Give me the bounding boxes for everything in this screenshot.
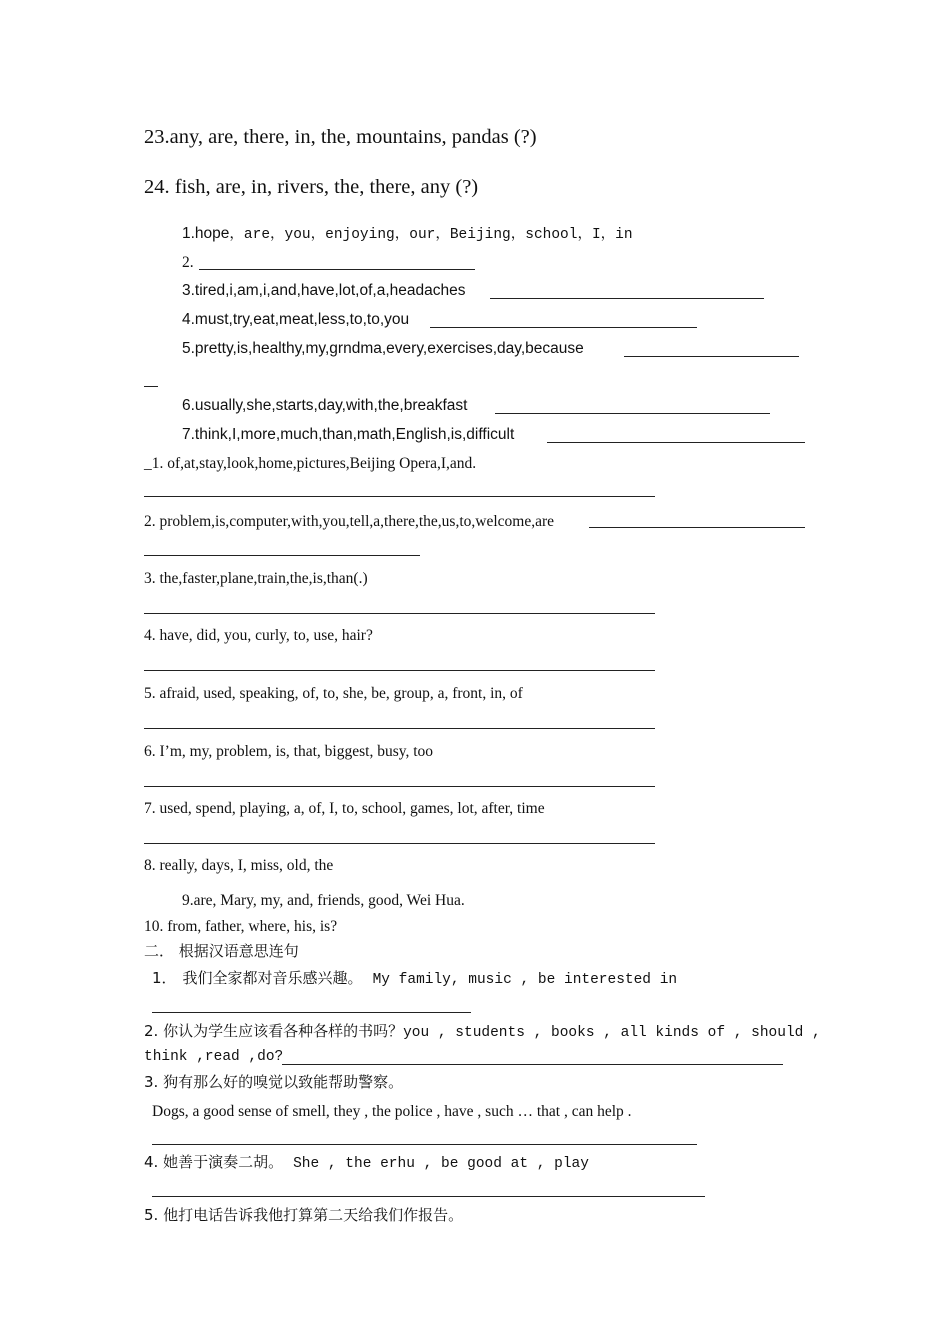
- sentence-7: 7.think,I,more,much,than,math,English,is,difficult: [182, 426, 515, 443]
- translate-4-words: She , the erhu , be good at , play: [293, 1156, 589, 1172]
- answer-line[interactable]: [144, 843, 655, 844]
- item-9: 9.are, Mary, my, and, friends, good, Wei Hua.: [182, 892, 465, 909]
- sentence-2: 2.: [182, 254, 194, 271]
- section-heading: 二． 根据汉语意思连句: [144, 942, 299, 960]
- answer-line[interactable]: [199, 269, 475, 270]
- answer-line[interactable]: [152, 1144, 697, 1145]
- answer-line[interactable]: [152, 1196, 705, 1197]
- sentence-3: 3.tired,i,am,i,and,have,lot,of,a,headaches: [182, 282, 466, 299]
- translate-1: [152, 971, 677, 988]
- item-3: 3. the,faster,plane,train,the,is,than(.): [144, 570, 368, 587]
- translate-1-number: 1．: [152, 969, 177, 987]
- item-6: 6. I’m, my, problem, is, that, biggest, busy, too: [144, 743, 434, 760]
- answer-line[interactable]: [152, 1012, 471, 1013]
- translate-4: [144, 1155, 589, 1172]
- item-7: 7. used, spend, playing, a, of, I, to, school, games, lot, after, time: [144, 800, 545, 817]
- item-4: 4. have, did, you, curly, to, use, hair?: [144, 627, 373, 644]
- answer-line[interactable]: [490, 298, 764, 299]
- answer-line[interactable]: [144, 786, 655, 787]
- translate-2-words-cont: think ,read ,do?: [144, 1049, 284, 1065]
- answer-line[interactable]: [144, 728, 655, 729]
- sentence-4: 4.must,try,eat,meat,less,to,to,you: [182, 311, 410, 328]
- sentence-1-words: ，are，you，enjoying，our，Beijing，school，I，in: [229, 227, 633, 243]
- sentence-1-prefix: 1.hope: [182, 225, 230, 242]
- sentence-6: 6.usually,she,starts,day,with,the,breakfast: [182, 397, 468, 414]
- answer-line[interactable]: [144, 555, 420, 556]
- sentence-5: 5.pretty,is,healthy,my,grndma,every,exercises,day,because: [182, 340, 584, 357]
- answer-line[interactable]: [589, 527, 805, 528]
- item-10: 10. from, father, where, his, is?: [144, 918, 338, 935]
- answer-line[interactable]: [282, 1064, 783, 1065]
- translate-1-chinese: 我们全家都对音乐感兴趣。: [182, 969, 363, 987]
- item-2: 2. problem,is,computer,with,you,tell,a,there,the,us,to,welcome,are: [144, 513, 555, 530]
- question-23: 23.any, are, there, in, the, mountains, pandas (?): [144, 126, 537, 148]
- answer-line[interactable]: [624, 356, 799, 357]
- answer-line[interactable]: [144, 386, 158, 387]
- item-8: 8. really, days, I, miss, old, the: [144, 857, 334, 874]
- translate-5-chinese: 5. 他打电话告诉我他打算第二天给我们作报告。: [144, 1206, 464, 1224]
- translate-2: [144, 1024, 821, 1041]
- translate-2-chinese: 2. 你认为学生应该看各种各样的书吗？: [144, 1022, 404, 1040]
- answer-line[interactable]: [144, 613, 655, 614]
- translate-2-words: you , students , books , all kinds of , should ,: [403, 1025, 821, 1041]
- translate-3-chinese: 3. 狗有那么好的嗅觉以致能帮助警察。: [144, 1073, 404, 1091]
- question-24: 24. fish, are, in, rivers, the, there, any (?): [144, 176, 479, 198]
- sentence-1: [182, 226, 633, 243]
- answer-line[interactable]: [430, 327, 697, 328]
- answer-line[interactable]: [547, 442, 805, 443]
- item-5: 5. afraid, used, speaking, of, to, she, be, group, a, front, in, of: [144, 685, 523, 702]
- translate-3-words: Dogs, a good sense of smell, they , the police , have , such … that , can help .: [152, 1103, 632, 1120]
- answer-line[interactable]: [144, 670, 655, 671]
- answer-line[interactable]: [495, 413, 770, 414]
- answer-line[interactable]: [144, 496, 655, 497]
- item-1: _1. of,at,stay,look,home,pictures,Beijing Opera,I,and.: [144, 455, 477, 472]
- translate-1-words: My family, music , be interested in: [372, 972, 678, 988]
- translate-4-chinese: 4. 她善于演奏二胡。: [144, 1153, 284, 1171]
